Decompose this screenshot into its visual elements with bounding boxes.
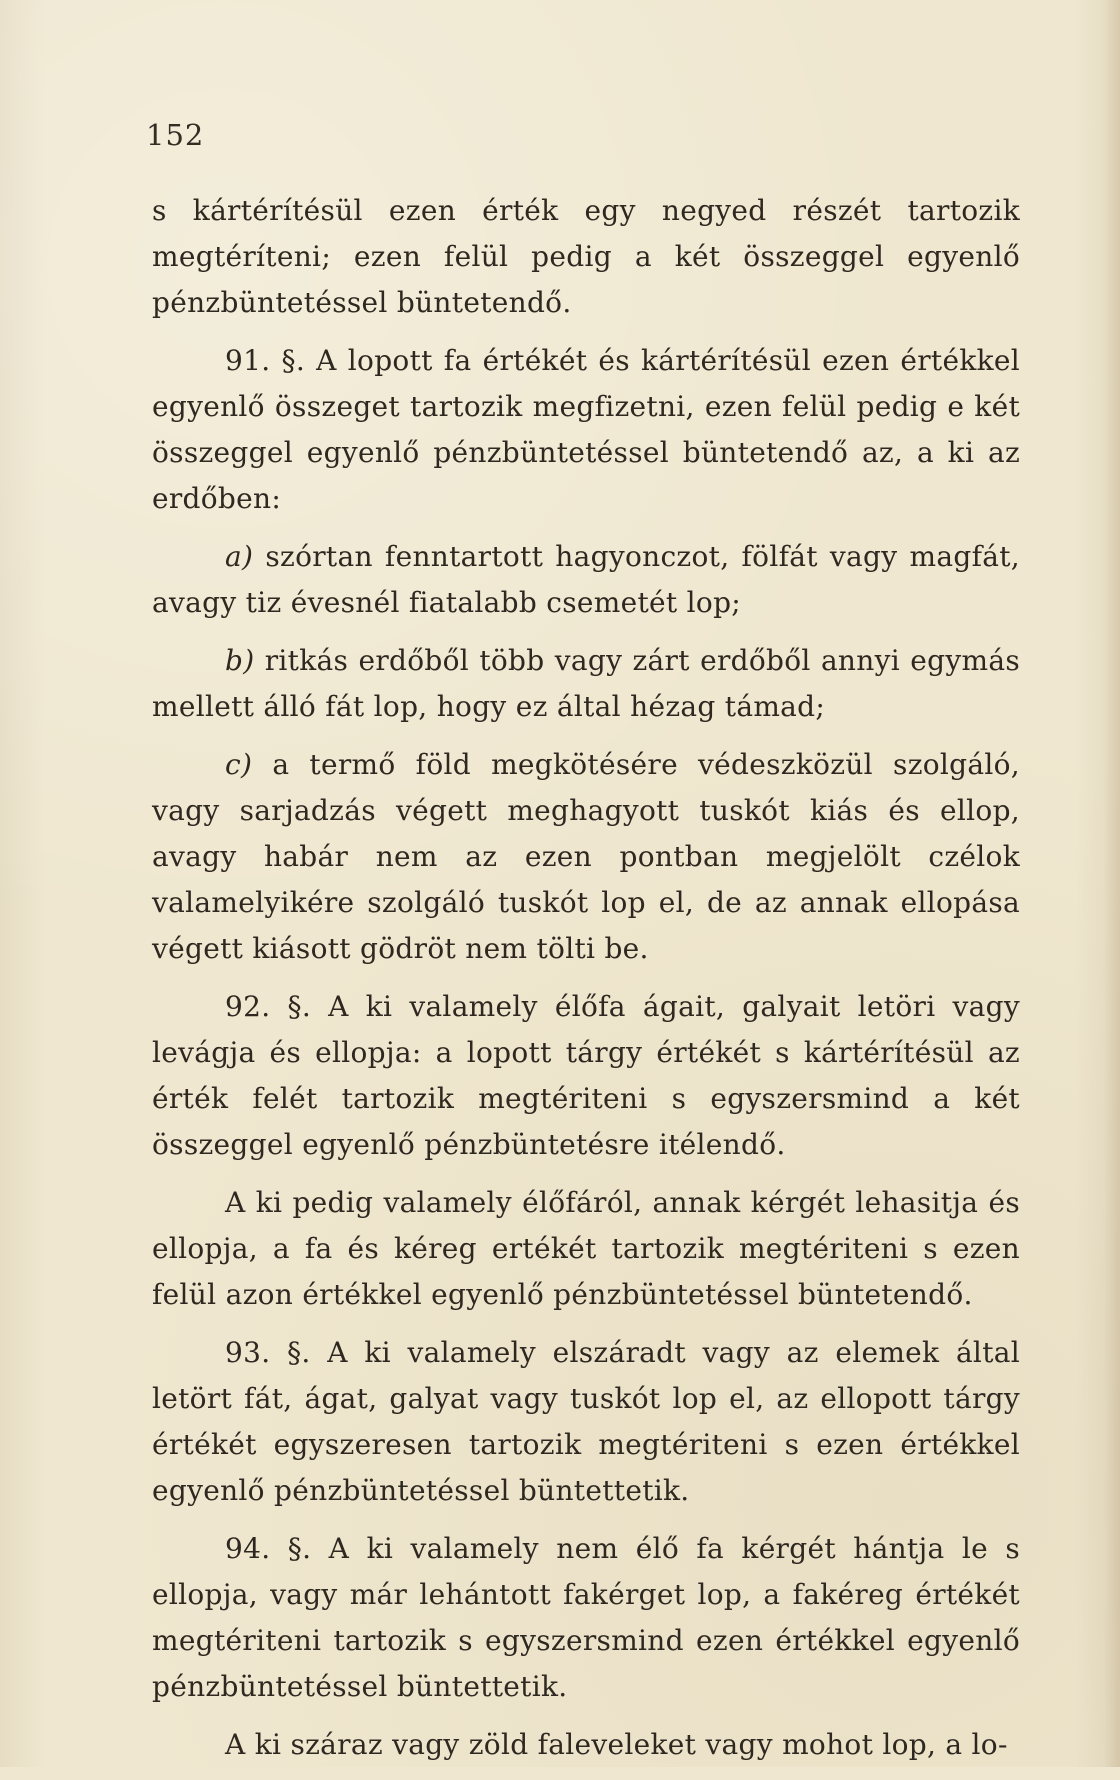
section-93-paragraph: 93. §. A ki valamely elszáradt vagy az elemek által letört fát, ágat, galyat vagy tuskót lop el, az ellopott tárgy értékét egyszeresen tartozik megtériteni s ezen értékkel egyenlő pénzbüntetéssel büntettetik. bbox=[152, 1336, 1020, 1507]
subpoint-c-label: c) bbox=[225, 748, 253, 781]
subpoint-b-label: b) bbox=[225, 644, 255, 677]
section-92-second-paragraph: A ki pedig valamely élőfáról, annak kérgét lehasitja és ellopja, a fa és kéreg ertékét tartozik megtériteni s ezen felül azon értékkel egyenlő pénzbüntetéssel büntetendő. bbox=[152, 1186, 1020, 1311]
section-91-paragraph: 91. §. A lopott fa értékét és kártérítésül ezen értékkel egyenlő összeget tartozik megfizetni, ezen felül pedig e két összeggel egyenlő pénzbüntetéssel büntetendő az, a ki az erdőben: bbox=[152, 344, 1020, 515]
section-94-paragraph: 94. §. A ki valamely nem élő fa kérgét hántja le s ellopja, vagy már lehántott fakérget lop, a fakéreg értékét megtériteni tartozik s egyszersmind ezen értékkel egyenlő pénzbüntetéssel büntettetik. bbox=[152, 1532, 1020, 1703]
subpoint-a-label: a) bbox=[225, 540, 254, 573]
subpoint-a: a) szórtan fenntartott hagyonczot, fölfát vagy magfát, avagy tiz évesnél fiatalabb csemetét lop; bbox=[152, 540, 1020, 619]
subpoint-b: b) ritkás erdőből több vagy zárt erdőből annyi egymás mellett álló fát lop, hogy ez által hézag támad; bbox=[152, 644, 1020, 723]
final-paragraph: A ki száraz vagy zöld faleveleket vagy mohot lop, a lo- bbox=[225, 1728, 1008, 1761]
section-92-paragraph: 92. §. A ki valamely élőfa ágait, galyait letöri vagy levágja és ellopja: a lopott tárgy értékét s kártérítésül az érték felét tartozik megtériteni s egyszersmind a két összeggel egyenlő pénzbüntetésre itélendő. bbox=[152, 990, 1020, 1161]
page-edge-shadow bbox=[1104, 0, 1120, 1767]
page-number: 152 bbox=[146, 118, 205, 152]
subpoint-c: c) a termő föld megkötésére védeszközül szolgáló, vagy sarjadzás végett meghagyott tuskót kiás és ellop, avagy habár nem az ezen pontban megjelölt czélok valamelyikére szolgáló tuskót lop el, de az annak ellopása végett kiásott gödröt nem tölti be. bbox=[152, 748, 1020, 965]
body-text bbox=[152, 188, 1020, 1780]
paragraph-continuation: s kártérítésül ezen érték egy negyed részét tartozik megtéríteni; ezen felül pedig a két összeggel egyenlő pénzbüntetéssel büntetendő. bbox=[152, 194, 1020, 319]
